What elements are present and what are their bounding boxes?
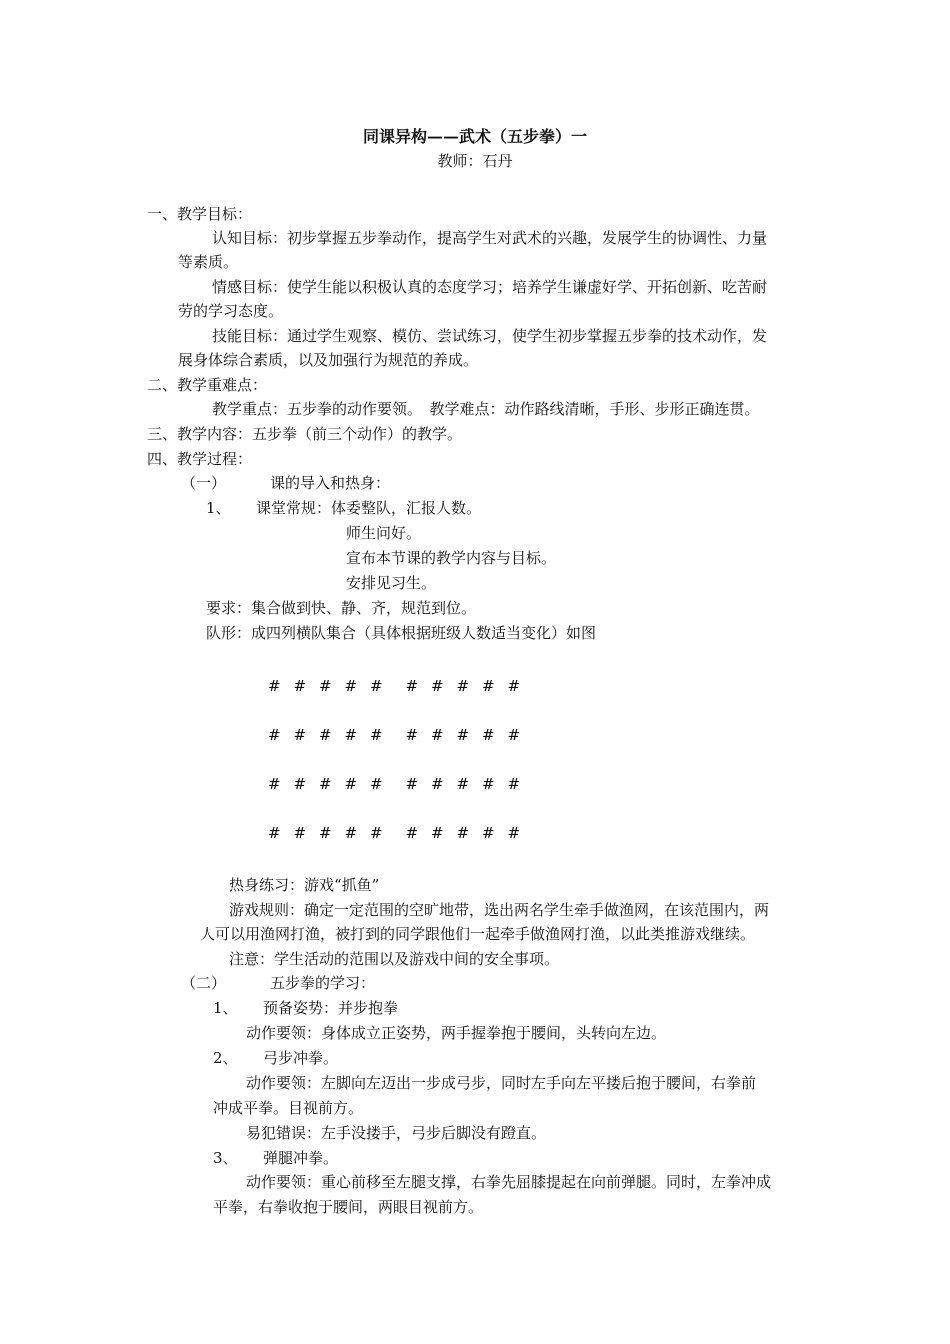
move-2-common-errors: 易犯错误：左手没搂手，弓步后脚没有蹬直。 [246, 1124, 547, 1142]
student-mark: # [456, 726, 470, 744]
student-mark: # [319, 824, 332, 842]
routine-observers: 安排见习生。 [346, 574, 437, 592]
student-mark: # [268, 775, 281, 793]
move-1-essentials: 动作要领：身体成立正姿势，两手握拳抱于腰间，头转向左边。 [246, 1024, 667, 1042]
part-1-label: （一） [181, 474, 227, 492]
section-4-heading: 四、教学过程： [147, 450, 253, 468]
formation-row [268, 822, 533, 844]
student-mark: # [482, 824, 495, 842]
warmup-line: 热身练习：游戏“抓鱼” [229, 876, 380, 894]
student-mark: # [507, 824, 521, 842]
student-mark: # [431, 677, 444, 695]
section-3-content: 三、教学内容：五步拳（前三个动作）的教学。 [147, 425, 463, 443]
emotion-goal-line1: 情感目标：使学生能以积极认真的态度学习；培养学生谦虚好学、开拓创新、吃苦耐 [212, 278, 768, 296]
move-1-number: 1、 [213, 999, 238, 1017]
teacher-line: 教师：石丹 [437, 152, 513, 170]
move-2-number: 2、 [213, 1049, 238, 1067]
student-mark: # [293, 775, 307, 793]
section-1-heading: 一、教学目标： [147, 205, 253, 223]
student-mark: # [482, 775, 495, 793]
part-2-label: （二） [181, 974, 227, 992]
student-mark: # [482, 726, 495, 744]
skill-goal-line2: 展身体综合素质，以及加强行为规范的养成。 [178, 351, 479, 369]
formation-line: 队形：成四列横队集合（具体根据班级人数适当变化）如图 [206, 624, 597, 642]
move-1-name: 预备姿势：并步抱拳 [263, 999, 399, 1017]
document-title: 同课异构——武术（五步拳）一 [362, 127, 587, 146]
student-mark: # [268, 824, 281, 842]
section-2-heading: 二、教学重难点： [147, 376, 268, 394]
game-rules-line2: 人可以用渔网打渔，被打到的同学跟他们一起牵手做渔网打渔，以此类推游戏继续。 [200, 925, 756, 943]
student-mark: # [507, 677, 521, 695]
step-1-number: 1、 [206, 499, 231, 517]
student-mark: # [405, 726, 419, 744]
student-mark: # [293, 677, 307, 695]
cognitive-goal-line2: 等素质。 [178, 253, 239, 271]
move-3-name: 弹腿冲拳。 [263, 1149, 339, 1167]
key-difficult-points: 教学重点：五步拳的动作要领。 教学难点：动作路线清晰，手形、步形正确连贯。 [212, 400, 760, 418]
move-3-essentials-line2: 平拳，右拳收抱于腰间，两眼目视前方。 [213, 1198, 484, 1216]
formation-row [268, 724, 533, 746]
safety-note: 注意：学生活动的范围以及游戏中间的安全事项。 [229, 950, 560, 968]
formation-row [268, 773, 533, 795]
student-mark: # [319, 677, 332, 695]
move-3-essentials-line1: 动作要领：重心前移至左腿支撑，右拳先屈膝提起在向前弹腿。同时，左拳冲成 [246, 1173, 772, 1191]
student-mark: # [319, 726, 332, 744]
part-2-title: 五步拳的学习： [270, 974, 376, 992]
student-mark: # [456, 677, 470, 695]
part-1-title: 课的导入和热身： [270, 474, 391, 492]
routine-announce: 宣布本节课的教学内容与目标。 [346, 549, 557, 567]
student-mark: # [293, 824, 307, 842]
student-mark: # [431, 824, 444, 842]
formation-row [268, 675, 533, 697]
student-mark: # [370, 775, 383, 793]
routine-greeting: 师生问好。 [346, 524, 422, 542]
student-mark: # [482, 677, 495, 695]
student-mark: # [456, 775, 470, 793]
move-2-essentials-line1: 动作要领：左脚向左迈出一步成弓步，同时左手向左平搂后抱于腰间，右拳前 [246, 1074, 757, 1092]
student-mark: # [268, 677, 281, 695]
student-mark: # [293, 726, 307, 744]
student-mark: # [319, 775, 332, 793]
student-mark: # [507, 726, 521, 744]
student-mark: # [507, 775, 521, 793]
student-mark: # [344, 726, 358, 744]
student-mark: # [370, 824, 383, 842]
emotion-goal-line2: 劳的学习态度。 [178, 302, 284, 320]
class-routine: 课堂常规：体委整队，汇报人数。 [256, 499, 482, 517]
student-mark: # [268, 726, 281, 744]
requirement-line: 要求：集合做到快、静、齐，规范到位。 [206, 599, 477, 617]
student-mark: # [431, 775, 444, 793]
student-mark: # [344, 824, 358, 842]
student-mark: # [431, 726, 444, 744]
game-rules-line1: 游戏规则：确定一定范围的空旷地带，选出两名学生牵手做渔网，在该范围内，两 [229, 901, 770, 919]
student-mark: # [456, 824, 470, 842]
move-3-number: 3、 [213, 1149, 238, 1167]
student-mark: # [405, 775, 419, 793]
student-mark: # [405, 677, 419, 695]
skill-goal-line1: 技能目标：通过学生观察、模仿、尝试练习，使学生初步掌握五步拳的技术动作，发 [212, 327, 768, 345]
student-mark: # [344, 677, 358, 695]
student-mark: # [370, 726, 383, 744]
move-2-essentials-line2: 冲成平拳。目视前方。 [213, 1099, 364, 1117]
move-2-name: 弓步冲拳。 [263, 1049, 339, 1067]
cognitive-goal-line1: 认知目标：初步掌握五步拳动作，提高学生对武术的兴趣，发展学生的协调性、力量 [212, 229, 768, 247]
student-mark: # [370, 677, 383, 695]
student-mark: # [344, 775, 358, 793]
student-mark: # [405, 824, 419, 842]
